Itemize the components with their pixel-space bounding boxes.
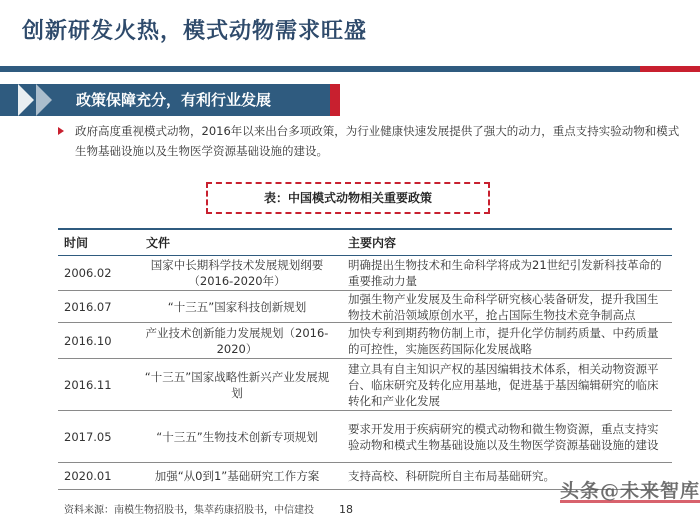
table-row: [58, 323, 672, 359]
policy-table: [58, 228, 672, 490]
cell-file: “十三五”国家战略性新兴产业发展规划: [144, 369, 330, 400]
cell-content: 加快专利到期药物仿制上市，提升化学仿制药质量、中药质量的可控性，实施医药国际化发展战略: [348, 325, 659, 356]
slide-title: 创新研发火热，模式动物需求旺盛: [22, 19, 368, 44]
bullet-text: 政府高度重视模式动物，2016年以来出台多项政策，为行业健康快速发展提供了强大的动力，重点支持实验动物和模式生物基础设施以及生物医学资源基础设施的建设。: [75, 124, 680, 158]
cell-file: 国家中长期科学技术发展规划纲要（2016-2020年）: [150, 258, 324, 288]
watermark-logo: 头条@未来智库: [560, 480, 700, 502]
table-row: [58, 411, 672, 463]
section-heading-accent: [330, 84, 340, 116]
header-date: 时间: [64, 236, 89, 250]
header-content: 主要内容: [348, 235, 397, 250]
title-underline-bar: [0, 66, 640, 72]
cell-content: 支持高校、科研院所自主布局基础研究。: [348, 469, 555, 483]
cell-date: 2020.01: [64, 469, 112, 483]
table-header-row: [58, 230, 672, 256]
cell-content: 要求开发用于疾病研究的模式动物和微生物资源，重点支持实验动物和模式生物基础设施以及生物医学资源基础设施的建设: [348, 421, 659, 452]
chevron-right-icon: [18, 84, 34, 116]
table-caption: 表：中国模式动物相关重要政策: [206, 182, 490, 214]
table-row: [58, 256, 672, 291]
chevron-right-icon: [36, 84, 52, 116]
source-note: 资料来源：南模生物招股书，集萃药康招股书，中信建投: [64, 505, 314, 516]
cell-date: 2016.10: [64, 333, 112, 348]
cell-file: “十三五”生物技术创新专项规划: [156, 429, 318, 444]
title-underline-accent: [640, 66, 700, 72]
cell-file: 产业技术创新能力发展规划（2016-2020）: [145, 325, 329, 356]
cell-file: 加强“从0到1”基础研究工作方案: [154, 469, 320, 483]
table-row: [58, 291, 672, 323]
cell-date: 2017.05: [64, 429, 112, 444]
cell-date: 2006.02: [64, 266, 112, 280]
table-row: [58, 359, 672, 411]
cell-date: 2016.11: [64, 377, 112, 392]
cell-content: 建立具有自主知识产权的基因编辑技术体系，相关动物资源平台、临床研究及转化应用基地，促进基于基因编辑研究的临床转化和产业化发展: [348, 361, 659, 408]
page-number: 18: [339, 503, 353, 516]
cell-content: 加强生物产业发展及生命科学研究核心装备研发，提升我国生物技术前沿领域原创水平，抢占国际生物技术竞争制高点: [348, 291, 659, 322]
cell-content: 明确提出生物技术和生命科学将成为21世纪引发新科技革命的重要推动力量: [348, 258, 662, 288]
cell-file: “十三五”国家科技创新规划: [167, 299, 307, 314]
header-file: 文件: [146, 235, 171, 250]
cell-date: 2016.07: [64, 299, 112, 314]
bullet-arrow-icon: [58, 127, 64, 135]
section-heading: 政策保障充分，有利行业发展: [0, 84, 330, 116]
